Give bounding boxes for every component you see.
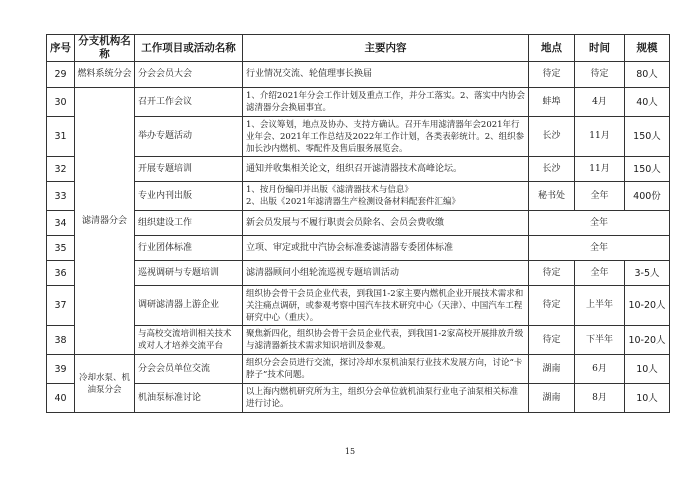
- row-project: 开展专题培训: [135, 157, 243, 182]
- row-time: 4月: [575, 88, 625, 117]
- table-row: [47, 157, 670, 182]
- row-period-span: 全年: [529, 211, 670, 236]
- table-row: [47, 326, 670, 355]
- row-scale: 3-5人: [625, 261, 670, 286]
- row-project: 分会会员大会: [135, 62, 243, 88]
- row-no: 38: [47, 326, 75, 355]
- table-row: [47, 211, 670, 236]
- row-scale: 10人: [625, 384, 670, 413]
- activity-plan-table: [46, 34, 670, 413]
- table-row: [47, 236, 670, 261]
- header-scale: 规模: [625, 35, 670, 62]
- row-location: 待定: [529, 261, 575, 286]
- row-content: 组织协会骨干会员企业代表，到我国1-2家主要内燃机企业开展技术需求和关注痛点调研，或参观考察中国汽车技术研究中心（天津）、中国汽车工程研究中心（重庆）。: [243, 286, 529, 326]
- row-location: 秘书处: [529, 182, 575, 211]
- table-row: [47, 88, 670, 117]
- row-time: 待定: [575, 62, 625, 88]
- row-no: 39: [47, 355, 75, 384]
- row-scale: 150人: [625, 157, 670, 182]
- row-time: 全年: [575, 261, 625, 286]
- table-row: [47, 384, 670, 413]
- row-location: 待定: [529, 286, 575, 326]
- row-no: 34: [47, 211, 75, 236]
- header-no: 序号: [47, 35, 75, 62]
- row-location: 待定: [529, 326, 575, 355]
- table-row: [47, 117, 670, 157]
- header-content: 主要内容: [243, 35, 529, 62]
- row-no: 32: [47, 157, 75, 182]
- row-no: 36: [47, 261, 75, 286]
- table-row: [47, 261, 670, 286]
- row-time: 6月: [575, 355, 625, 384]
- row-no: 33: [47, 182, 75, 211]
- table-row: [47, 286, 670, 326]
- row-content: 组织分会会员进行交流，探讨冷却水泵机油泵行业技术发展方向，讨论“卡脖子”技术问题。: [243, 355, 529, 384]
- row-period-span: 全年: [529, 236, 670, 261]
- row-time: 上半年: [575, 286, 625, 326]
- row-content: 以上海内燃机研究所为主，组织分会单位就机油泵行业电子油泵相关标准进行讨论。: [243, 384, 529, 413]
- row-content: 通知并收集相关论文，组织召开滤清器技术高峰论坛。: [243, 157, 529, 182]
- row-project: 组织建设工作: [135, 211, 243, 236]
- row-project: 机油泵标准讨论: [135, 384, 243, 413]
- row-time: 下半年: [575, 326, 625, 355]
- header-branch: 分支机构名称: [75, 35, 135, 62]
- table-header-row: [47, 35, 670, 62]
- row-content: 滤清器顾问小组轮流巡视专题培训活动: [243, 261, 529, 286]
- row-content: 行业情况交流、轮值理事长换届: [243, 62, 529, 88]
- row-no: 31: [47, 117, 75, 157]
- row-no: 40: [47, 384, 75, 413]
- table-row: [47, 62, 670, 88]
- row-project: 与高校交流培训相关技术或对人才培养交流平台: [135, 326, 243, 355]
- row-location: 湖南: [529, 384, 575, 413]
- row-location: 蚌埠: [529, 88, 575, 117]
- row-scale: 400份: [625, 182, 670, 211]
- row-location: 长沙: [529, 117, 575, 157]
- row-no: 29: [47, 62, 75, 88]
- header-project: 工作项目或活动名称: [135, 35, 243, 62]
- row-project: 专业内刊出版: [135, 182, 243, 211]
- row-no: 37: [47, 286, 75, 326]
- row-time: 8月: [575, 384, 625, 413]
- row-project: 巡视调研与专题培训: [135, 261, 243, 286]
- row-content: 新会员发展与不履行职责会员除名、会员会费收缴: [243, 211, 529, 236]
- branch-fuel: 燃料系统分会: [75, 62, 135, 88]
- row-location: 待定: [529, 62, 575, 88]
- row-location: 长沙: [529, 157, 575, 182]
- row-scale: 150人: [625, 117, 670, 157]
- row-scale: 40人: [625, 88, 670, 117]
- row-content: 1、按月份编印并出版《滤清器技术与信息》 2、出版《2021年滤清器生产检测设备材料配套件汇编》: [243, 182, 529, 211]
- table-row: [47, 355, 670, 384]
- row-project: 分会会员单位交流: [135, 355, 243, 384]
- row-location: 湖南: [529, 355, 575, 384]
- row-scale: 10人: [625, 355, 670, 384]
- row-project: 调研滤清器上游企业: [135, 286, 243, 326]
- row-content: 聚焦新四化，组织协会骨干会员企业代表，到我国1-2家高校开展排放升级与滤清器新技术需求知识培训及参观。: [243, 326, 529, 355]
- row-scale: 10-20人: [625, 326, 670, 355]
- document-page: [46, 34, 669, 413]
- row-scale: 80人: [625, 62, 670, 88]
- row-content: 立项、审定或批中汽协会标准委滤清器专委团体标准: [243, 236, 529, 261]
- row-no: 30: [47, 88, 75, 117]
- header-location: 地点: [529, 35, 575, 62]
- branch-cooling: 冷却水泵、机油泵分会: [75, 355, 135, 413]
- branch-filter: 滤清器分会: [75, 88, 135, 355]
- row-time: 11月: [575, 157, 625, 182]
- row-time: 11月: [575, 117, 625, 157]
- row-project: 行业团体标准: [135, 236, 243, 261]
- row-no: 35: [47, 236, 75, 261]
- table-row: [47, 182, 670, 211]
- row-content: 1、会议筹划，地点及协办、支持方确认。召开车用滤清器年会2021年行业年会、2021年工作总结及2022年工作计划，各类表彰统计。2、组织参加长沙内燃机、零配件及售后服务展览会。: [243, 117, 529, 157]
- row-content: 1、介绍2021年分会工作计划及重点工作，并分工落实。2、落实中内协会滤清器分会换届事宜。: [243, 88, 529, 117]
- header-time: 时间: [575, 35, 625, 62]
- row-time: 全年: [575, 182, 625, 211]
- row-project: 召开工作会议: [135, 88, 243, 117]
- page-number: 15: [344, 447, 356, 456]
- row-scale: 10-20人: [625, 286, 670, 326]
- row-project: 举办专题活动: [135, 117, 243, 157]
